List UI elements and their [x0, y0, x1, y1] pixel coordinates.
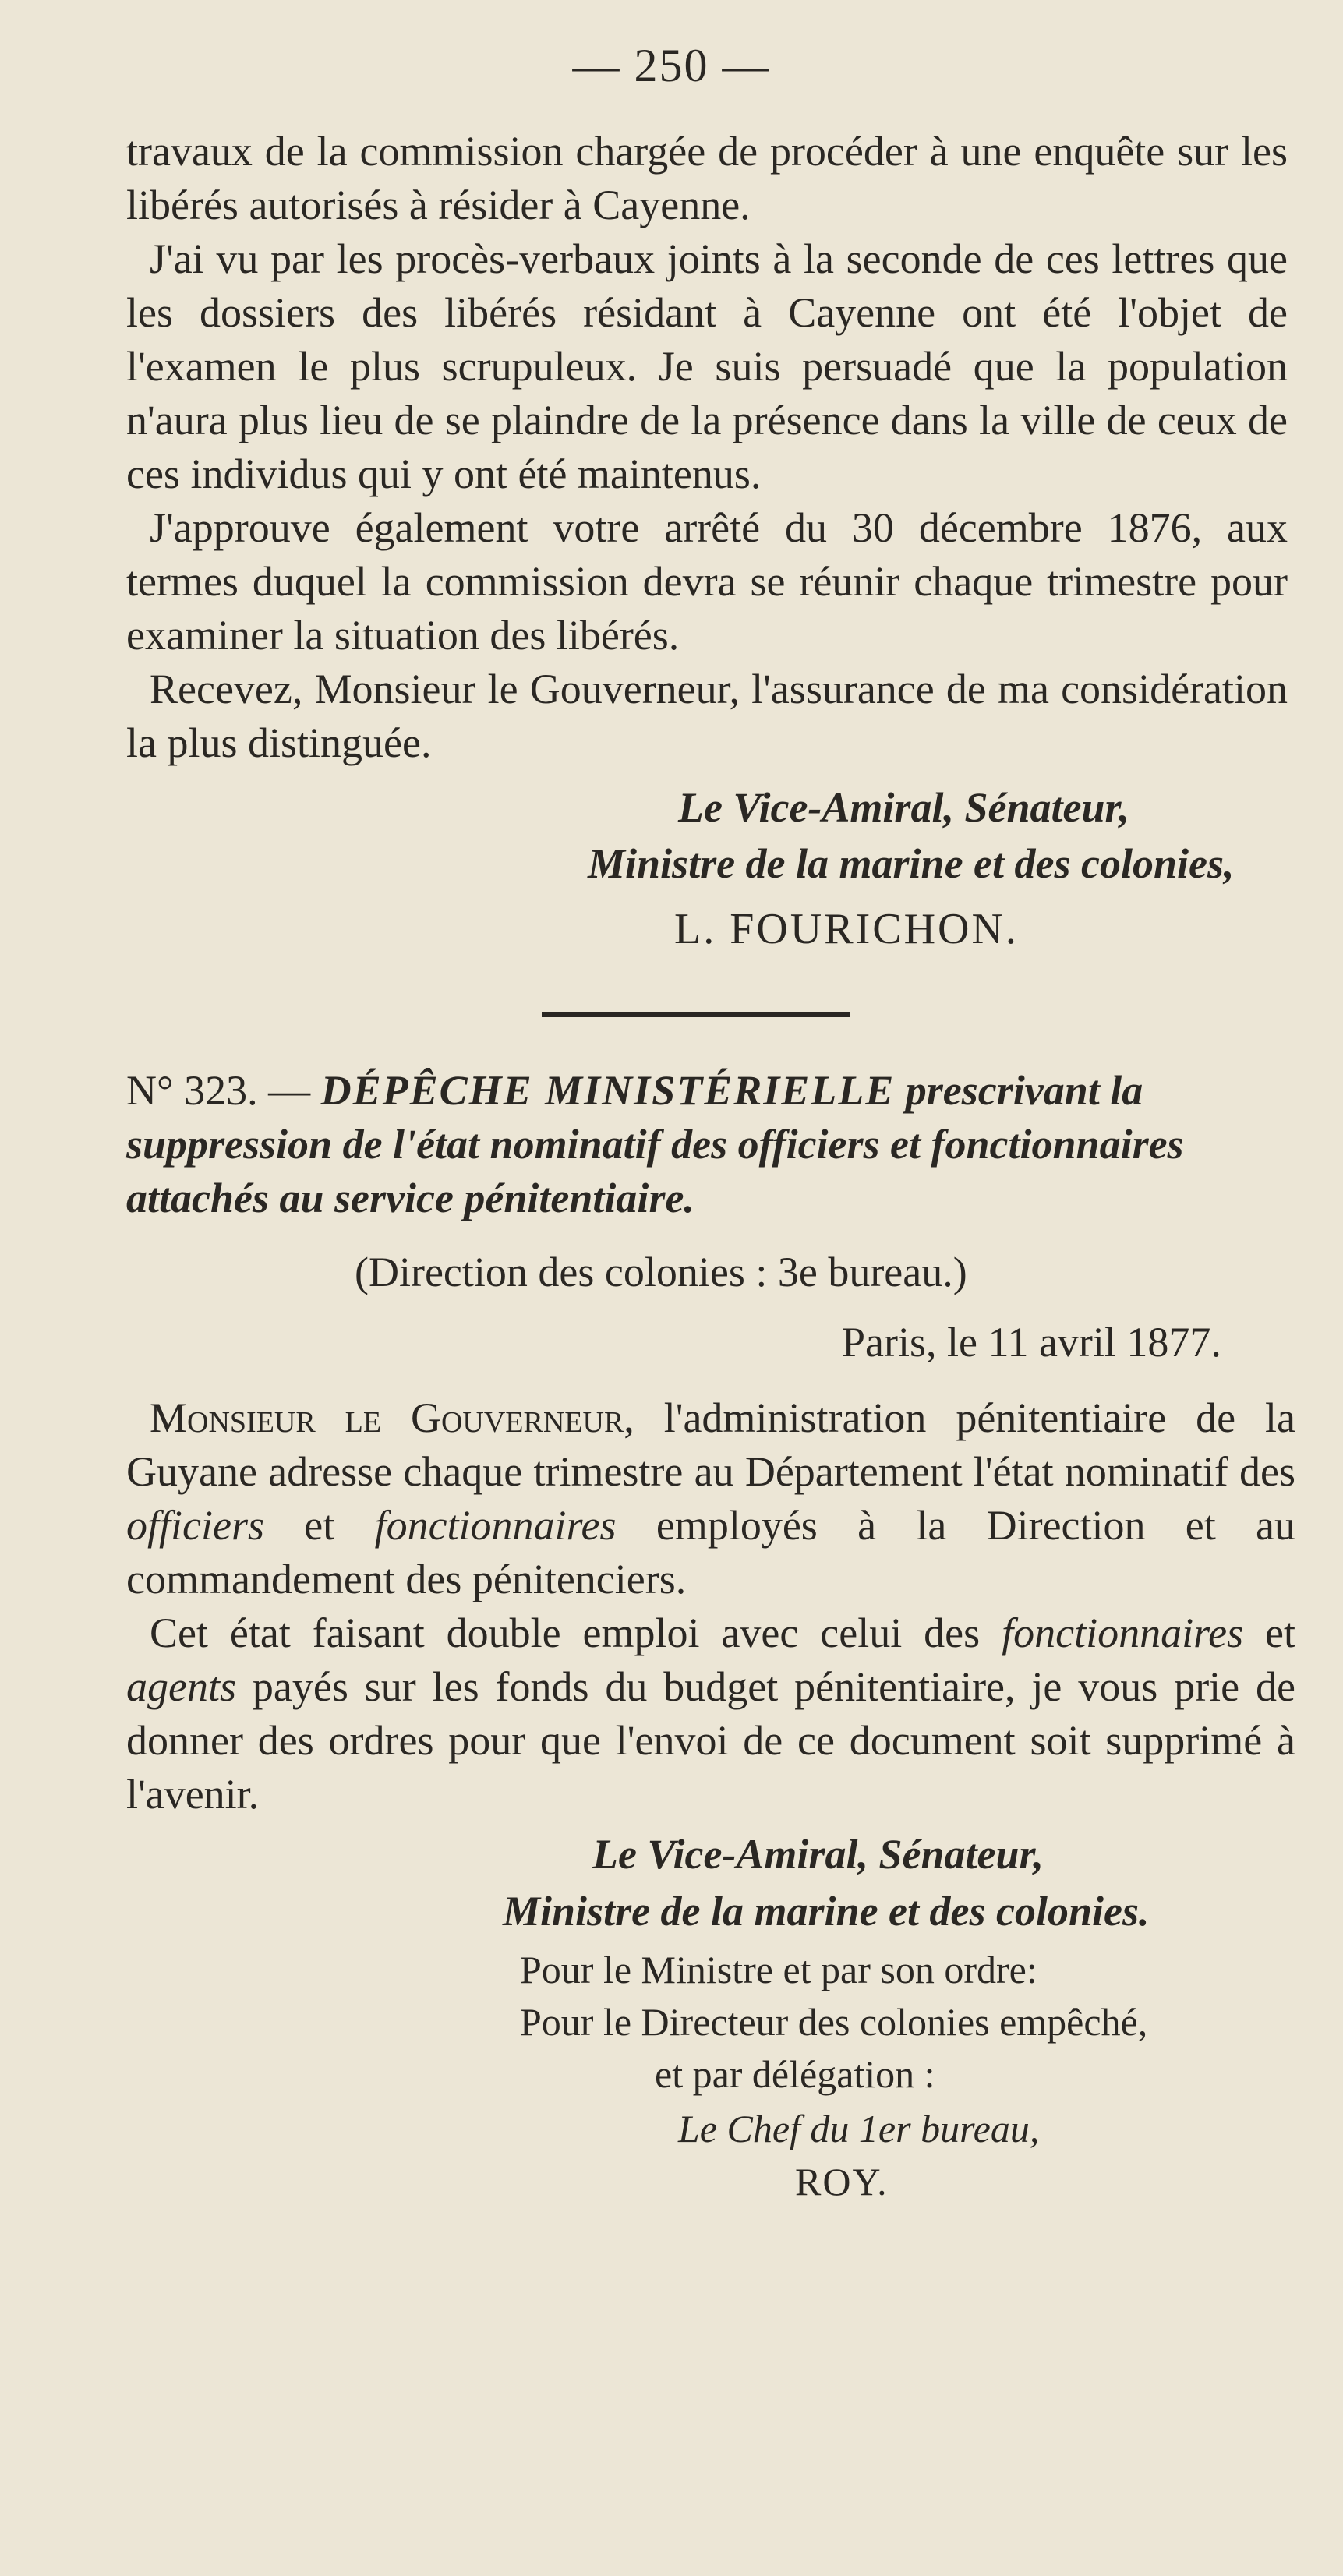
dispatch-heading [126, 1064, 1295, 1225]
dispatch-number: N° 323. — [126, 1067, 311, 1114]
page-number: — 250 — [572, 40, 771, 91]
text-run: agents [126, 1663, 236, 1710]
text-run: fonctionnaires [1002, 1610, 1244, 1656]
signature-title: Le Vice-Amiral, Sénateur, [592, 1831, 1044, 1878]
dispatch-date: Paris, le 11 avril 1877. [842, 1319, 1221, 1366]
text-run: et [1265, 1610, 1296, 1656]
text-run: fonctionnaires [374, 1502, 617, 1549]
text-run: et [304, 1502, 335, 1549]
signature-chef: Le Chef du 1er bureau, [678, 2107, 1040, 2150]
direction-line: (Direction des colonies : 3e bureau.) [355, 1249, 967, 1295]
salutation: Monsieur le Gouverneur, [150, 1394, 634, 1441]
signature-name: ROY. [795, 2160, 889, 2203]
signature-order: Pour le Ministre et par son ordre: [520, 1948, 1037, 1991]
letter-1-body [126, 125, 1288, 770]
paragraph: Recevez, Monsieur le Gouverneur, l'assurance de ma considération la plus distinguée. [126, 666, 1288, 766]
dispatch-subject-lead: prescrivant la [905, 1067, 1143, 1114]
paragraph: J'ai vu par les procès-verbaux joints à la seconde de ces lettres que les dossiers des libérés résidant à Cayenne ont été l'objet de l'examen le plus scrupuleux. Je suis persuadé que la population n'aura plus lieu de se plaindre de la présence dans la ville de ceux de ces individus qui y ont été maintenus. [126, 235, 1288, 497]
text-run: employés à la Direction et au commandement des pénitenciers. [126, 1502, 1296, 1602]
text-run: payés sur les fonds du budget pénitentiaire, je vous prie de donner des ordres pour que l'envoi de ce document soit supprimé à l'avenir. [126, 1663, 1296, 1818]
signature-title: Le Vice-Amiral, Sénateur, [678, 784, 1130, 831]
text-run: Cet état faisant double emploi avec celui des [150, 1610, 981, 1656]
signature-director: Pour le Directeur des colonies empêché, [520, 2000, 1148, 2044]
dispatch-type: DÉPÊCHE MINISTÉRIELLE [320, 1067, 896, 1114]
paragraph: J'approuve également votre arrêté du 30 décembre 1876, aux termes duquel la commission devra se réunir chaque trimestre pour examiner la situation des libérés. [126, 504, 1288, 659]
paragraph [126, 1391, 1295, 1606]
letter-2-body [126, 1391, 1295, 1822]
signature-delegation: et par délégation : [655, 2052, 935, 2096]
text-run: l'administration pénitentiaire de la Guyane adresse chaque trimestre au Département l'état nominatif des [126, 1394, 1296, 1495]
signature-name: L. FOURICHON. [674, 905, 1019, 953]
letter-2-header [126, 1064, 1295, 1225]
dispatch-subject: suppression de l'état nominatif des officiers et fonctionnaires attachés au service pénitentiaire. [126, 1121, 1184, 1221]
text-run: officiers [126, 1502, 264, 1549]
signature-ministry: Ministre de la marine et des colonies, [588, 840, 1235, 887]
signature-ministry: Ministre de la marine et des colonies. [503, 1888, 1150, 1935]
paragraph [126, 1606, 1295, 1822]
section-divider [542, 1012, 850, 1017]
paragraph: travaux de la commission chargée de procéder à une enquête sur les libérés autorisés à résider à Cayenne. [126, 128, 1288, 228]
